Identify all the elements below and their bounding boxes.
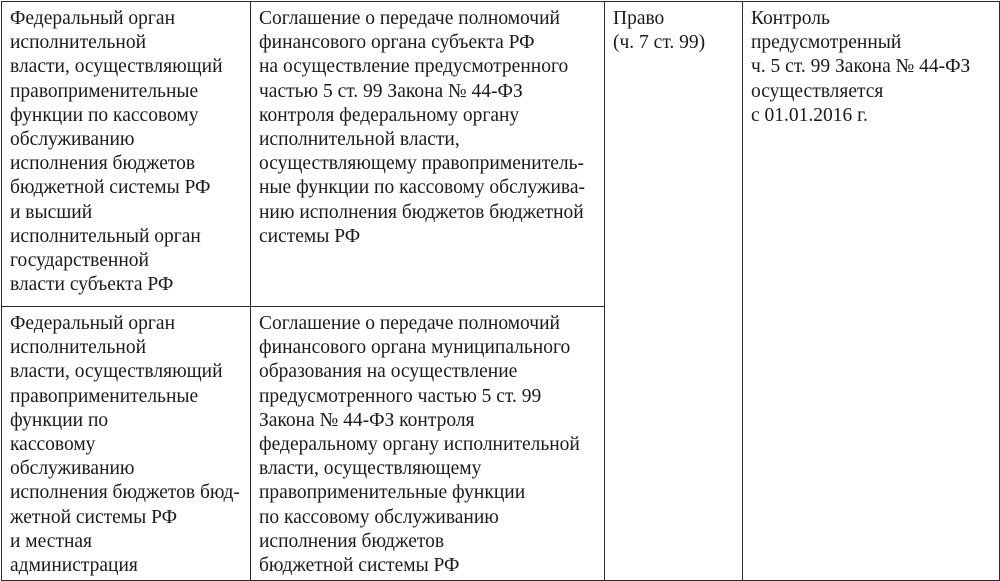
text-line: исполнительный орган <box>10 225 201 247</box>
text-line: контроля федеральному органу <box>259 104 520 126</box>
text-line: на осуществление предусмотренного <box>259 56 569 78</box>
basis-cell <box>251 2 605 307</box>
text-line: Контроль <box>751 8 830 29</box>
text-line: финансового органа субъекта РФ <box>259 32 535 54</box>
text-line: жетной системы РФ <box>10 506 178 528</box>
text-line: исполнения бюджетов <box>10 153 196 175</box>
text-line: предусмотренного частью 5 ст. 99 <box>259 385 542 407</box>
text-line: образования на осуществление <box>259 361 518 383</box>
powers-table <box>1 1 1000 581</box>
text-line: администрация <box>10 555 138 577</box>
text-line: исполнительной власти, <box>259 129 460 151</box>
text-line: обслуживанию <box>10 458 135 480</box>
text-line: бюджетной системы РФ <box>10 177 211 199</box>
text-line: системы РФ <box>259 225 361 247</box>
text-line: федеральному органу исполнительной <box>259 434 580 456</box>
text-line: с 01.01.2016 г. <box>751 104 868 126</box>
authority-cell <box>2 2 251 307</box>
text-line: обслуживанию <box>10 129 135 151</box>
text-line: ные функции по кассовому обслужива- <box>259 177 585 199</box>
text-line: правоприменительные <box>10 80 199 102</box>
text-line: кассовому <box>10 434 96 456</box>
text-line: правоприменительные <box>10 385 199 407</box>
text-line: бюджетной системы РФ <box>259 555 460 577</box>
text-line: и местная <box>10 530 93 552</box>
text-line: Закона № 44-ФЗ контроля <box>259 409 475 431</box>
text-line: исполнительной <box>10 337 147 359</box>
basis-cell <box>251 307 605 581</box>
text-line: и высший <box>10 201 93 223</box>
text-line: ч. 5 ст. 99 Закона № 44-ФЗ <box>751 56 971 78</box>
text-line: (ч. 7 ст. 99) <box>613 32 706 54</box>
text-line: нию исполнения бюджетов бюджетной <box>259 201 584 223</box>
text-line: функции по кассовому <box>10 104 199 126</box>
text-line: власти, осуществляющему <box>259 458 482 480</box>
text-line: функции по <box>10 409 109 431</box>
table-row <box>2 2 1000 307</box>
note-cell <box>743 2 1000 581</box>
text-line: исполнительной <box>10 32 147 54</box>
text-line: исполнения бюджетов бюд- <box>10 482 240 504</box>
text-line: власти субъекта РФ <box>10 274 174 296</box>
text-line: Соглашение о передаче полномочий <box>259 8 560 29</box>
text-line: Право <box>613 8 665 29</box>
text-line: осуществляющему правоприменитель- <box>259 153 585 175</box>
authority-cell <box>2 307 251 581</box>
text-line: государственной <box>10 250 149 272</box>
text-line: правоприменительные функции <box>259 482 526 504</box>
text-line: предусмотренный <box>751 32 902 54</box>
text-line: финансового органа муниципального <box>259 337 571 359</box>
type-cell <box>605 2 743 581</box>
text-line: Соглашение о передаче полномочий <box>259 313 560 334</box>
text-line: частью 5 ст. 99 Закона № 44-ФЗ <box>259 80 523 102</box>
text-line: Федеральный орган <box>10 8 176 29</box>
text-line: по кассовому обслуживанию <box>259 506 499 528</box>
text-line: исполнения бюджетов <box>259 530 445 552</box>
text-line: Федеральный орган <box>10 313 176 334</box>
text-line: власти, осуществляющий <box>10 56 223 78</box>
text-line: осуществляется <box>751 80 884 102</box>
text-line: власти, осуществляющий <box>10 361 223 383</box>
